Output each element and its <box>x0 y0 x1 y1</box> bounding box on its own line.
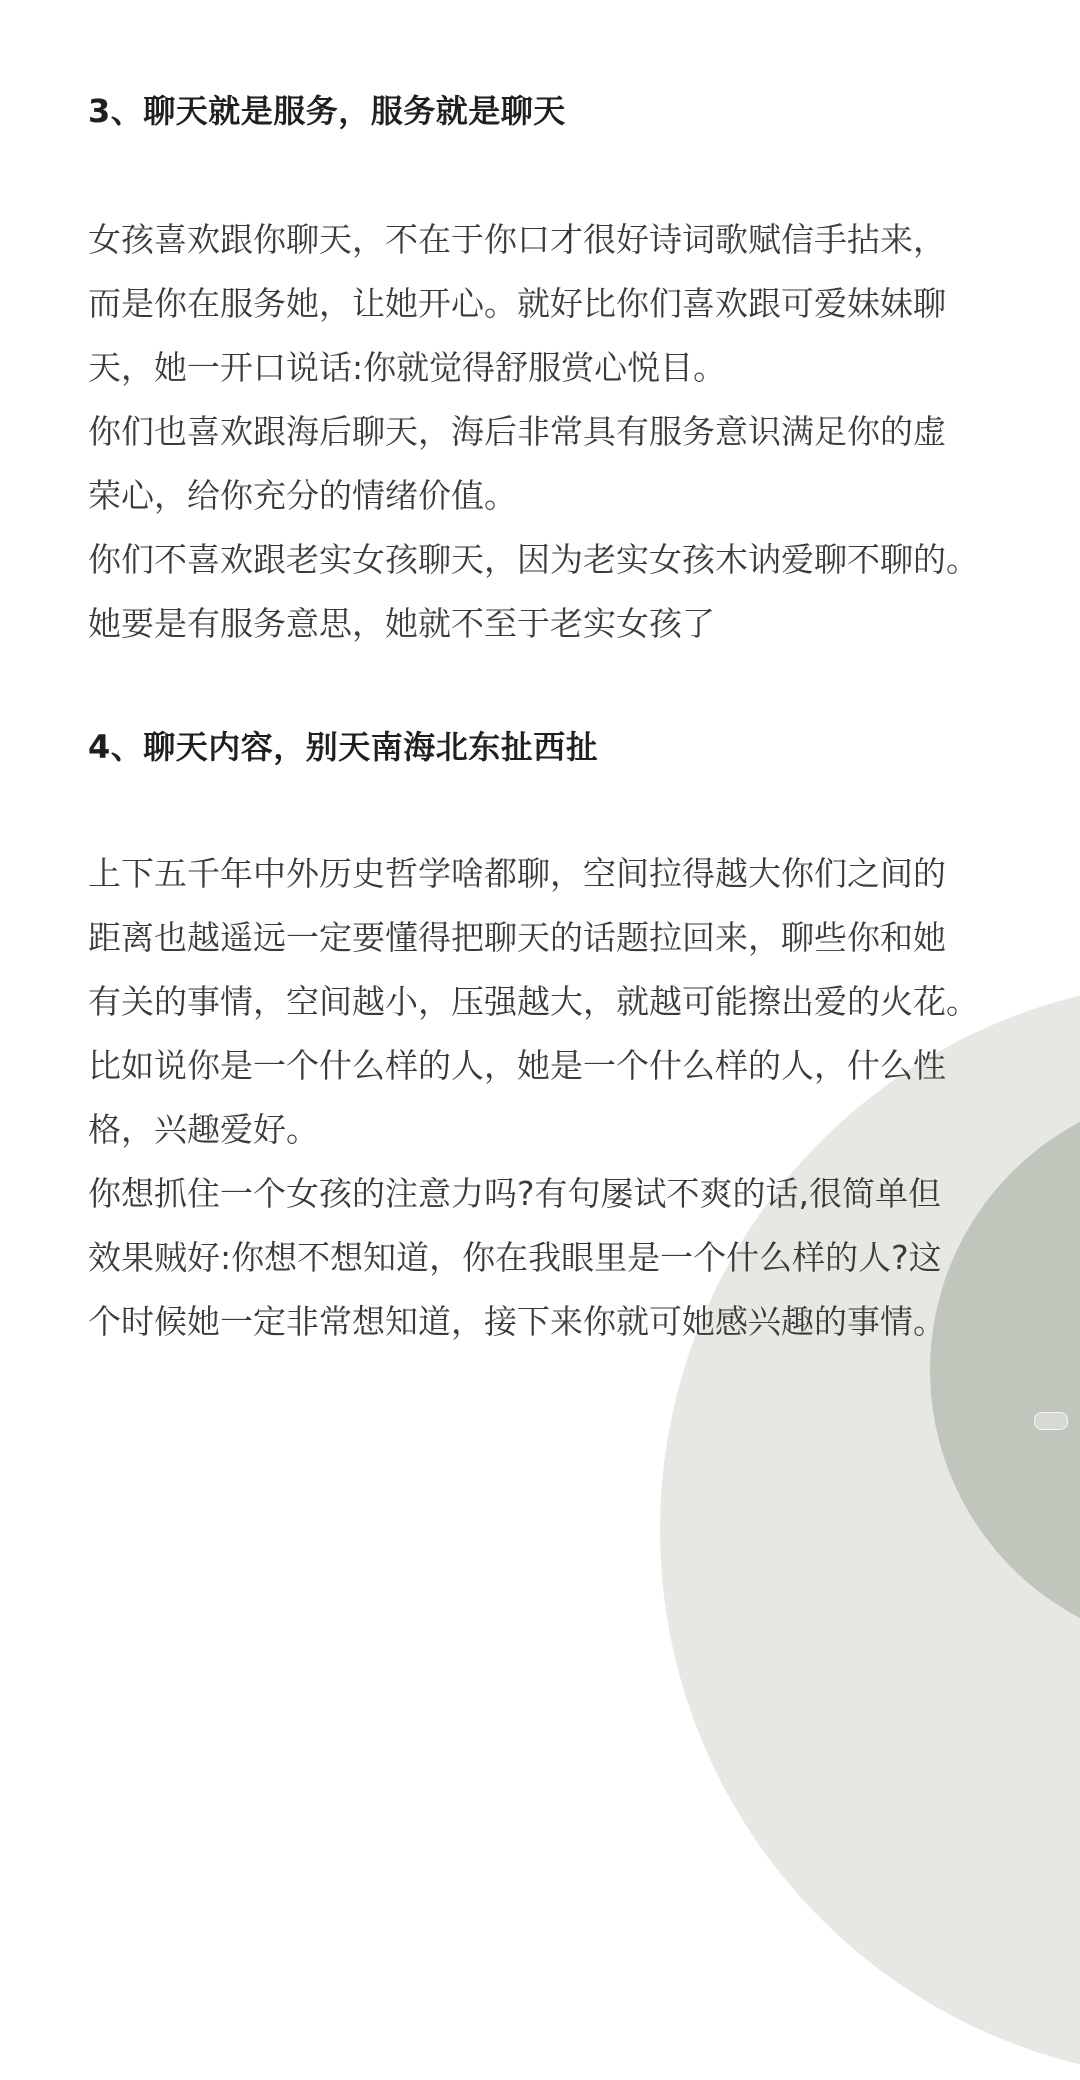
paragraph-line: 天，她一开口说话:你就觉得舒服赏心悦目。 <box>88 348 727 387</box>
watermark-logo <box>1034 1412 1068 1430</box>
paragraph-line: 女孩喜欢跟你聊天，不在于你口才很好诗词歌赋信手拈来， <box>88 220 946 259</box>
paragraph-line: 你们不喜欢跟老实女孩聊天，因为老实女孩木讷爱聊不聊的。 <box>88 540 979 579</box>
section-3-heading: 3、聊天就是服务，服务就是聊天 <box>88 92 566 130</box>
paragraph-line: 你想抓住一个女孩的注意力吗?有句屡试不爽的话,很简单但 <box>88 1174 942 1213</box>
section-3-paragraph <box>88 208 1008 656</box>
paragraph-line: 有关的事情，空间越小，压强越大，就越可能擦出爱的火花。 <box>88 982 979 1021</box>
section-4-heading: 4、聊天内容，别天南海北东扯西扯 <box>88 728 599 766</box>
paragraph-line: 个时候她一定非常想知道，接下来你就可她感兴趣的事情。 <box>88 1302 946 1341</box>
section-4-paragraph <box>88 842 1008 1354</box>
paragraph-line: 效果贼好:你想不想知道，你在我眼里是一个什么样的人?这 <box>88 1238 942 1277</box>
paragraph-line: 格，兴趣爱好。 <box>88 1110 319 1149</box>
paragraph-line: 而是你在服务她，让她开心。就好比你们喜欢跟可爱妹妹聊 <box>88 284 946 323</box>
paragraph-line: 距离也越遥远一定要懂得把聊天的话题拉回来，聊些你和她 <box>88 918 946 957</box>
paragraph-line: 你们也喜欢跟海后聊天，海后非常具有服务意识满足你的虚 <box>88 412 946 451</box>
paragraph-line: 比如说你是一个什么样的人，她是一个什么样的人，什么性 <box>88 1046 946 1085</box>
paragraph-line: 她要是有服务意思，她就不至于老实女孩了 <box>88 604 715 643</box>
paragraph-line: 上下五千年中外历史哲学啥都聊，空间拉得越大你们之间的 <box>88 854 946 893</box>
paragraph-line: 荣心，给你充分的情绪价值。 <box>88 476 517 515</box>
